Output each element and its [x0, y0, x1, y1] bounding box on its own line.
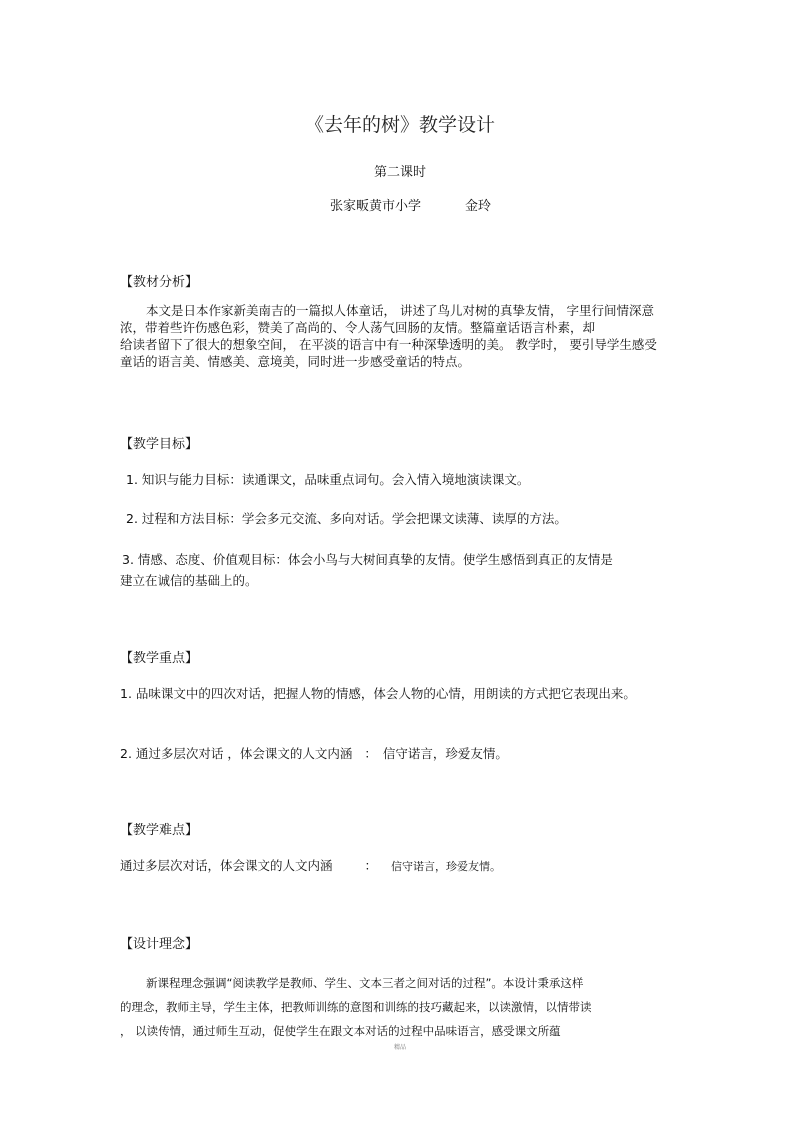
concept-line-3: ， 以读传情，通过师生互动，促使学生在跟文本对话的过程中品味语言，感受课文所蕴 — [120, 1024, 561, 1038]
page-title: 《去年的树》教学设计 — [304, 114, 495, 136]
key-point-1: 1. 品味课文中的四次对话，把握人物的情感，体会人物的心情，用朗读的方式把它表现出来。 — [120, 686, 636, 701]
section-heading-difficulties: 【教学难点】 — [120, 823, 199, 838]
material-line-2: 浓，带着些许伤感色彩，赞美了高尚的、令人荡气回肠的友情。整篇童话语言朴素，却 — [120, 320, 596, 335]
section-heading-key-points: 【教学重点】 — [120, 651, 199, 666]
goal-item-3-line-2: 建立在诚信的基础上的。 — [120, 573, 258, 588]
section-heading-concept: 【设计理念】 — [120, 937, 199, 952]
teacher-name: 金玲 — [465, 199, 492, 214]
concept-paragraph — [120, 971, 592, 1043]
lesson-label: 第二课时 — [373, 165, 426, 180]
school-name: 张家畈黄市小学 — [330, 199, 422, 214]
concept-line-1: 新课程理念强调“阅读教学是教师、学生、文本三者之间对话的过程”。本设计秉承这样 — [146, 976, 584, 990]
key-point-2-content: 信守诺言，珍爱友情。 — [382, 746, 508, 761]
goal-item-2: 2. 过程和方法目标：学会多元交流、多向对话。学会把课文读薄、读厚的方法。 — [126, 511, 567, 526]
section-heading-goals: 【教学目标】 — [120, 437, 199, 452]
material-paragraph — [120, 302, 680, 370]
section-heading-material: 【教材分析】 — [120, 275, 199, 290]
difficulty-text — [120, 857, 501, 875]
author-line — [330, 195, 491, 214]
difficulty-text-a: 通过多层次对话，体会课文的人文内涵 — [120, 858, 333, 873]
material-line-3: 给读者留下了很大的想象空间， 在平淡的语言中有一种深挚透明的美。 教学时， 要引导学生感受 — [120, 337, 657, 352]
concept-line-2: 的理念，教师主导，学生主体，把教师训练的意图和训练的技巧藏起来，以读激情，以情带读 — [120, 1000, 592, 1014]
goal-item-3-line-1: 3. 情感、态度、价值观目标：体会小鸟与大树间真挚的友情。使学生感悟到真正的友情是 — [122, 552, 613, 567]
page-footer: 精品 — [393, 1044, 406, 1051]
key-point-2-text: 2. 通过多层次对话 ，体会课文的人文内涵 — [120, 746, 353, 761]
difficulty-colon: ： — [364, 858, 378, 873]
goal-item-1: 1. 知识与能力目标：读通课文，品味重点词句。会入情入境地演读课文。 — [126, 472, 530, 487]
material-line-1: 本文是日本作家新美南吉的一篇拟人体童话， 讲述了鸟儿对树的真挚友情， 字里行间情深意 — [146, 303, 654, 318]
key-point-2 — [120, 745, 508, 762]
key-point-2-colon: ： — [364, 746, 377, 761]
material-line-4: 童话的语言美、情感美、意境美，同时进一步感受童话的特点。 — [120, 354, 471, 369]
difficulty-text-b: 信守诺言，珍爱友情。 — [391, 860, 502, 873]
